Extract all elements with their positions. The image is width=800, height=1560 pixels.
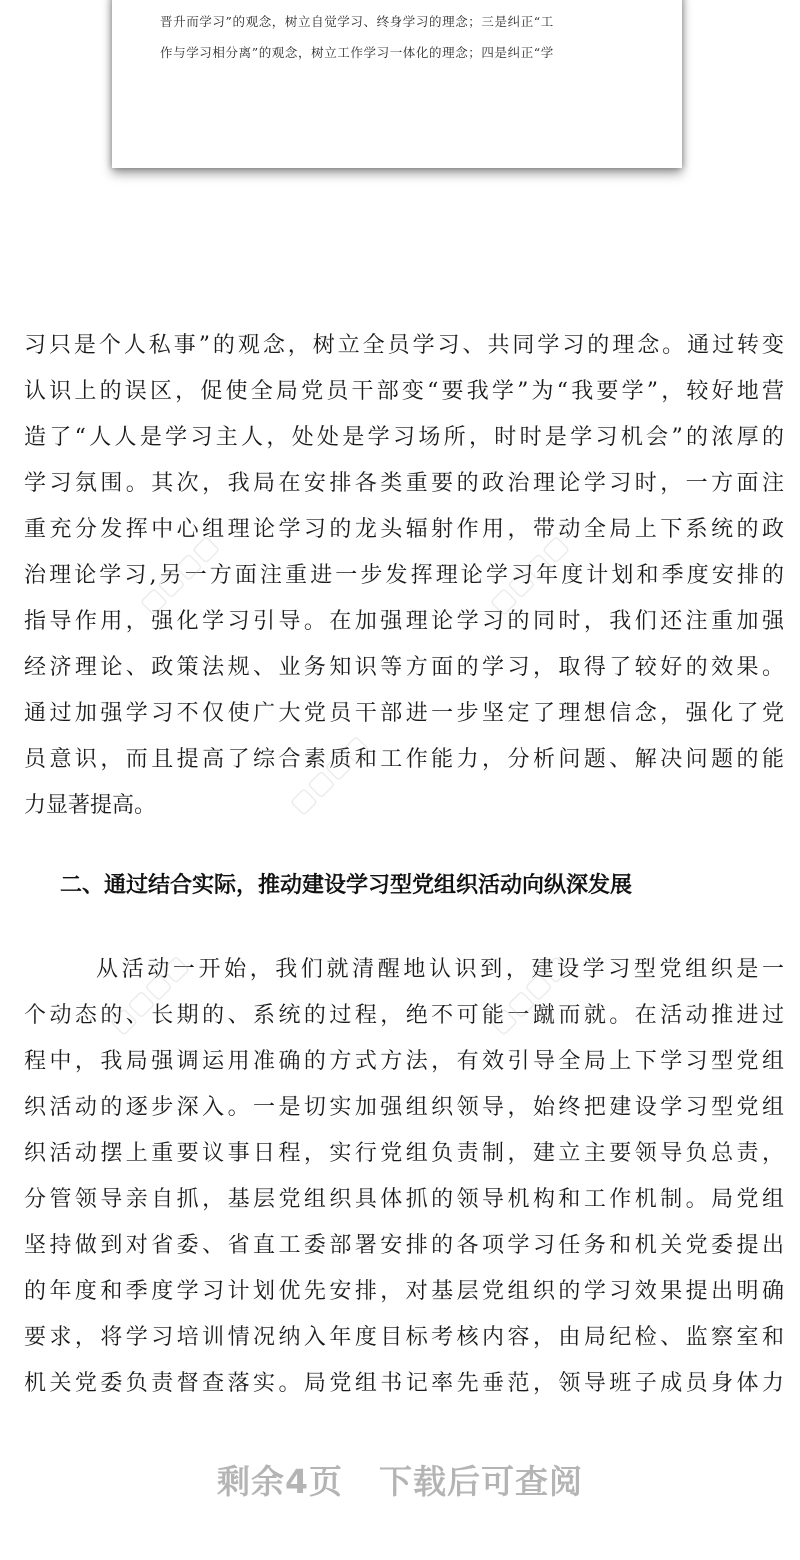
text-line: 分管领导亲自抓，基层党组织具体抓的领导机构和工作机制。局党组 xyxy=(24,1187,784,1212)
text-line: 通过加强学习不仅使广大党员干部进一步坚定了理想信念，强化了党 xyxy=(24,701,784,726)
text-line: 的年度和季度学习计划优先安排，对基层党组织的学习效果提出明确 xyxy=(24,1279,784,1304)
text-line: 力显著提高。 xyxy=(24,793,157,818)
section-heading: 二、通过结合实际，推动建设学习型党组织活动向纵深发展 xyxy=(60,873,633,898)
download-to-view-link[interactable]: 下载后可查阅 xyxy=(378,1462,583,1501)
text-line: 员意识，而且提高了综合素质和工作能力，分析问题、解决问题的能 xyxy=(24,747,784,772)
preview-line: 晋升而学习”的观念，树立自觉学习、终身学习的理念；三是纠正“工 xyxy=(160,14,554,29)
text-line: 坚持做到对省委、省直工委部署安排的各项学习任务和机关党委提出 xyxy=(24,1233,784,1258)
text-line: 从活动一开始，我们就清醒地认识到，建设学习型党组织是一 xyxy=(96,957,784,982)
download-banner[interactable] xyxy=(0,1452,800,1512)
text-line: 造了“人人是学习主人，处处是学习场所，时时是学习机会”的浓厚的 xyxy=(24,425,784,450)
watermark: ▢▢▢▢ xyxy=(483,529,575,621)
text-line: 要求，将学习培训情况纳入年度目标考核内容，由局纪检、监察室和 xyxy=(24,1325,784,1350)
watermark: ▢▢▢▢ xyxy=(103,949,195,1041)
text-line: 认识上的误区，促使全局党员干部变“要我学”为“我要学”，较好地营 xyxy=(24,379,784,404)
watermark: ▢▢▢▢ xyxy=(283,729,375,821)
watermark: ▢▢▢▢ xyxy=(133,529,225,621)
text-line: 织活动的逐步深入。一是切实加强组织领导，始终把建设学习型党组 xyxy=(24,1095,784,1120)
text-line: 织活动摆上重要议事日程，实行党组负责制，建立主要领导负总责， xyxy=(24,1141,784,1166)
text-line: 个动态的、长期的、系统的过程，绝不可能一蹴而就。在活动推进过 xyxy=(24,1003,784,1028)
remaining-pages-text: 剩余4页 xyxy=(217,1462,343,1501)
text-line: 治理论学习,另一方面注重进一步发挥理论学习年度计划和季度安排的 xyxy=(24,563,784,588)
text-line: 学习氛围。其次，我局在安排各类重要的政治理论学习时，一方面注 xyxy=(24,471,784,496)
text-line: 指导作用，强化学习引导。在加强理论学习的同时，我们还注重加强 xyxy=(24,609,784,634)
preview-page-card xyxy=(112,0,682,168)
text-line: 经济理论、政策法规、业务知识等方面的学习，取得了较好的效果。 xyxy=(24,655,784,680)
text-line: 习只是个人私事”的观念，树立全员学习、共同学习的理念。通过转变 xyxy=(24,333,784,358)
watermark: ▢▢▢▢ xyxy=(483,949,575,1041)
preview-line: 作与学习相分离”的观念，树立工作学习一体化的理念；四是纠正“学 xyxy=(160,45,554,60)
text-line: 程中，我局强调运用准确的方式方法，有效引导全局上下学习型党组 xyxy=(24,1049,784,1074)
text-line: 机关党委负责督查落实。局党组书记率先垂范，领导班子成员身体力 xyxy=(24,1371,784,1396)
text-line: 重充分发挥中心组理论学习的龙头辐射作用，带动全局上下系统的政 xyxy=(24,517,784,542)
